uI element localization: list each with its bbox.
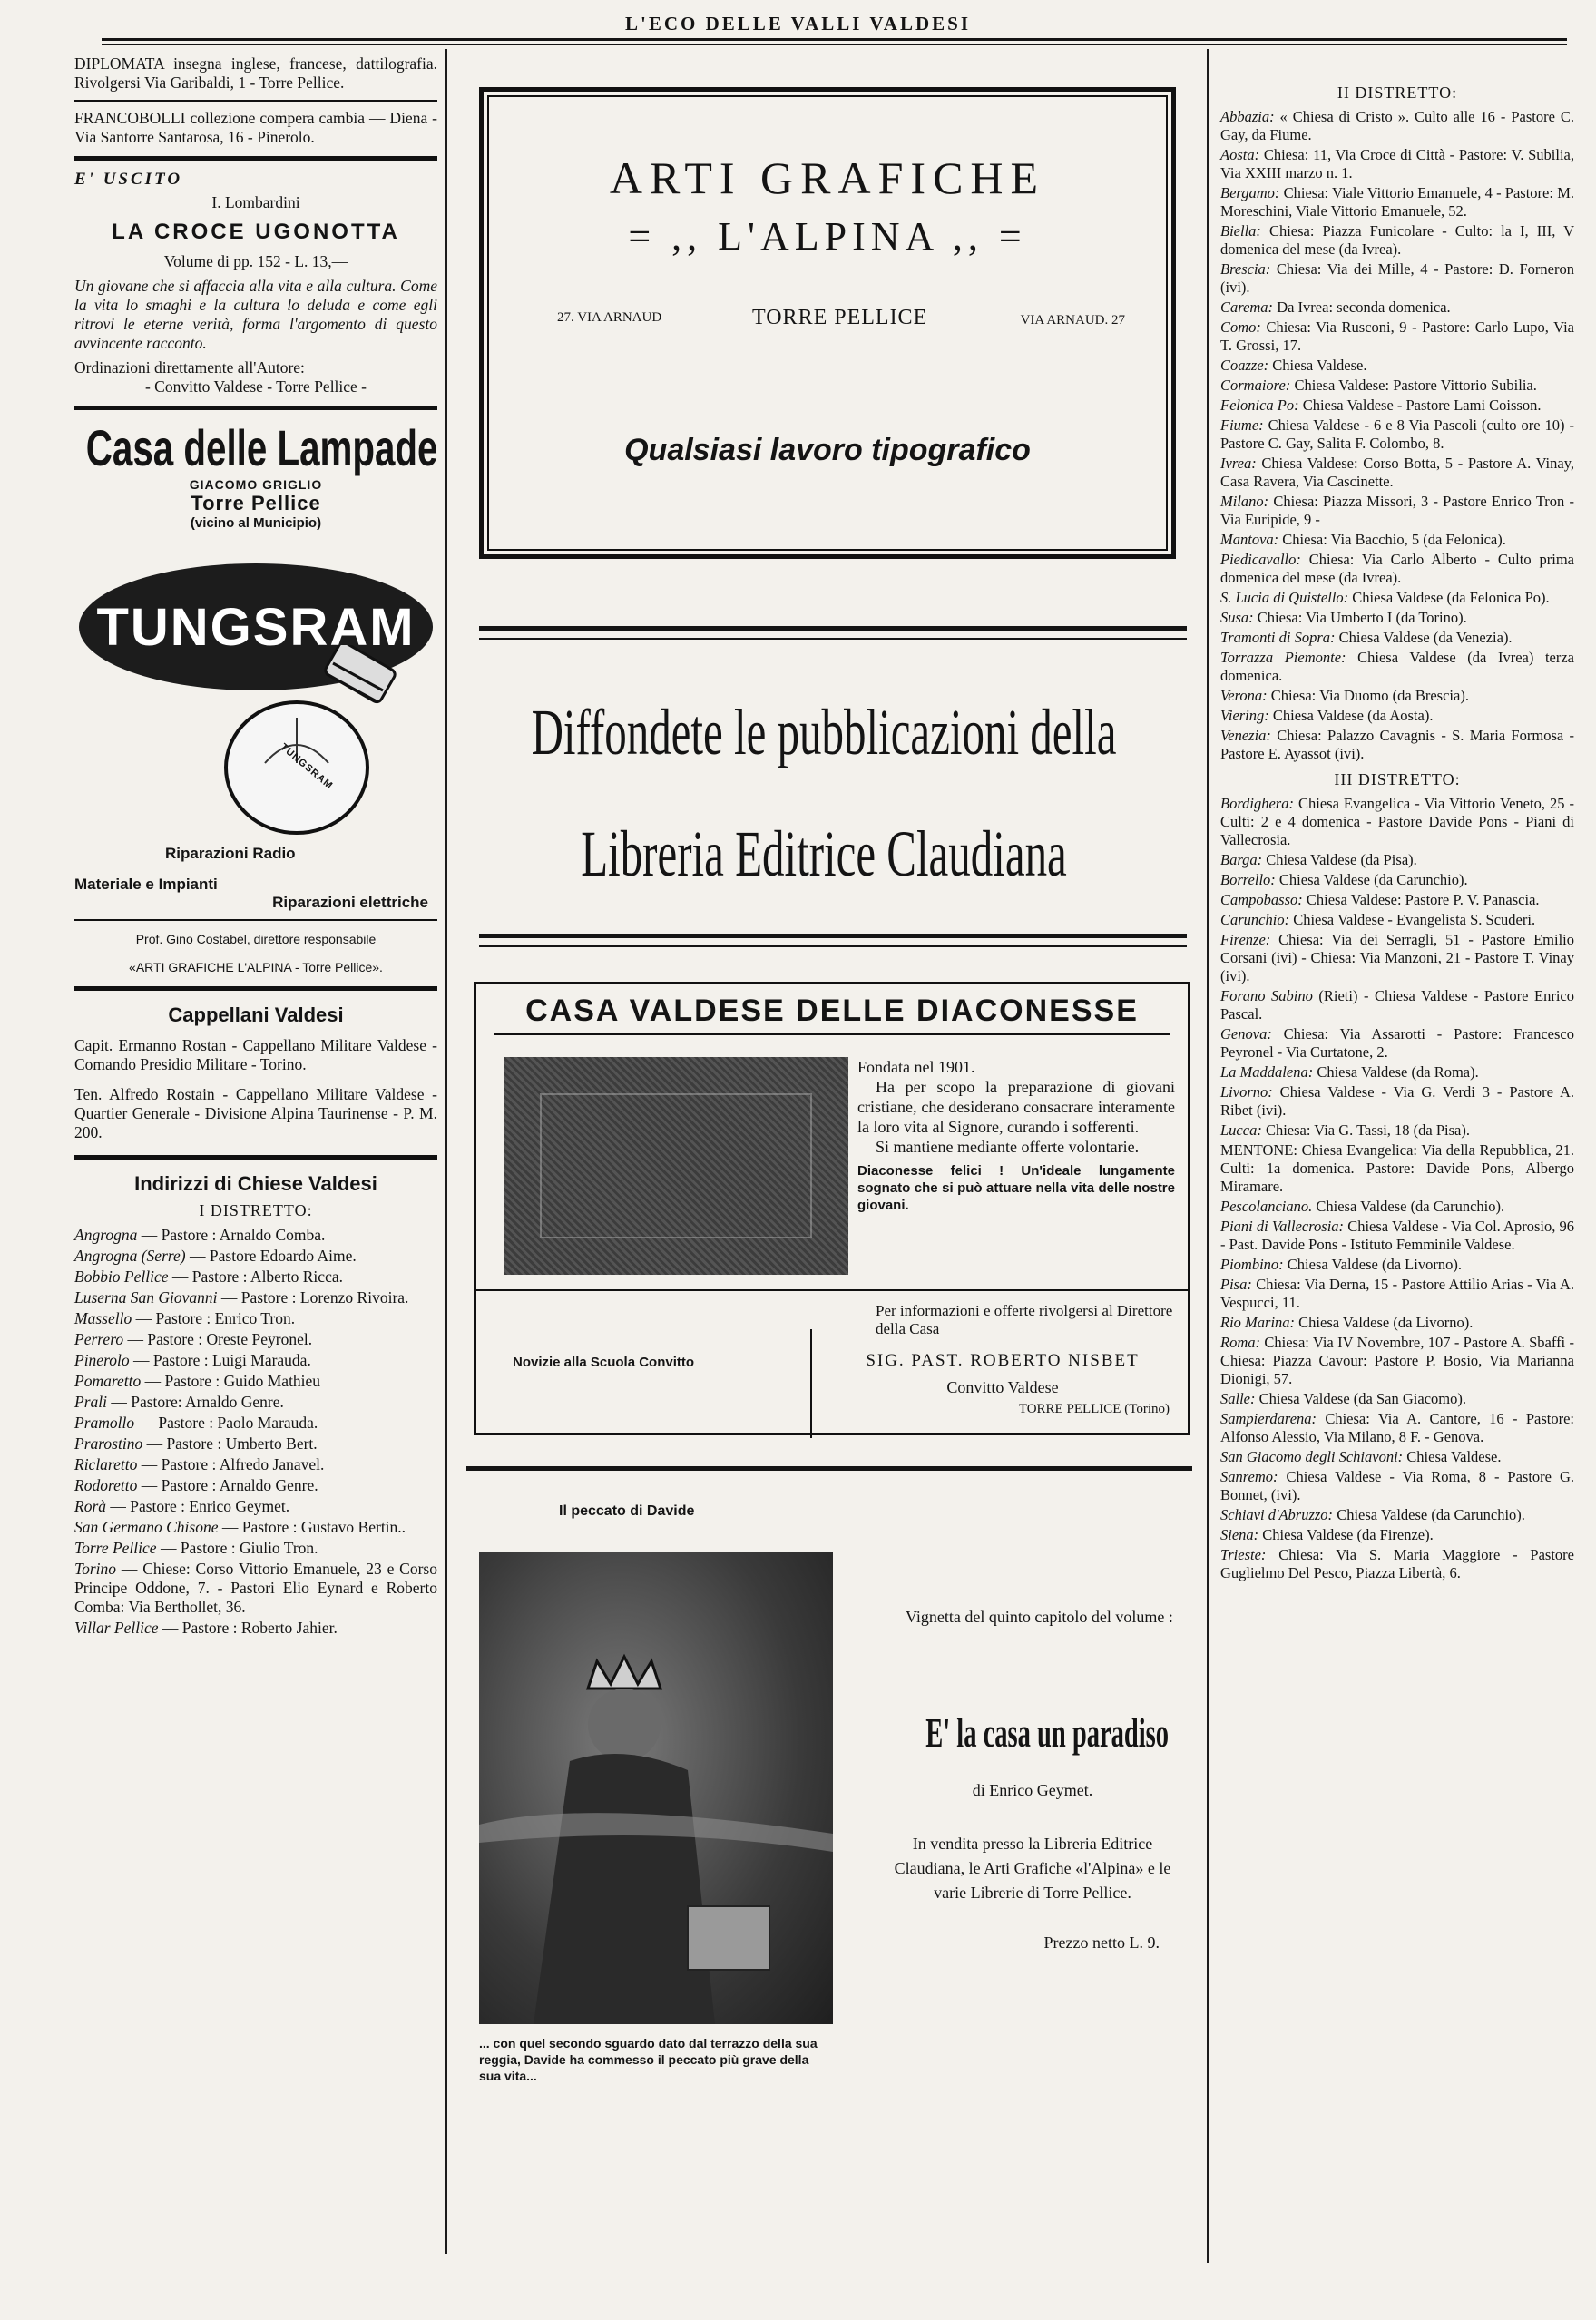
list-item: Livorno: Chiesa Valdese - Via G. Verdi 3 - Pastore A. Ribet (ivi). (1220, 1083, 1574, 1119)
list-item: Pisa: Chiesa: Via Derna, 15 - Pastore Attilio Arias - Via A. Vespucci, 11. (1220, 1276, 1574, 1311)
list-item: Carunchio: Chiesa Valdese - Evangelista S. Scuderi. (1220, 911, 1536, 928)
lampade-owner: GIACOMO GRIGLIO (189, 477, 323, 492)
list-item: Siena: Chiesa Valdese (da Firenze). (1220, 1526, 1434, 1543)
left-column (74, 54, 437, 1640)
list-item: MENTONE: Chiesa Evangelica: Via della Repubblica, 21. Culti: 1a domenica. Pastore: Davide Pons, Albergo Miramare. (1220, 1141, 1574, 1195)
davide-title: Il peccato di Davide (559, 1503, 695, 1519)
list-item: Milano: Chiesa: Piazza Missori, 3 - Pastore Enrico Tron - Via Euripide, 9 - (1220, 493, 1574, 528)
list-item: Campobasso: Chiesa Valdese: Pastore P. V. Panascia. (1220, 891, 1540, 908)
list-item: Pramollo — Pastore : Paolo Marauda. (74, 1414, 318, 1432)
list-item: Prarostino — Pastore : Umberto Bert. (74, 1434, 318, 1453)
alpina-address-left: 27. VIA ARNAUD (557, 310, 662, 325)
right-column (1220, 54, 1574, 1584)
book-blurb: Un giovane che si affaccia alla vita e alla cultura. Come la vita lo smaghi e la cultura lo deluda e come egli ritrovi le eterne verità, forma l'argomento di questo avvincente racconto. (74, 277, 437, 352)
list-item: Genova: Chiesa: Via Assarotti - Pastore: Francesco Peyronel - Via Curtatone, 2. (1220, 1025, 1574, 1061)
list-item: S. Lucia di Quistello: Chiesa Valdese (da Felonica Po). (1220, 589, 1550, 606)
davide-caption: ... con quel secondo sguardo dato dal terrazzo della sua reggia, Davide ha commesso il peccato più grave della sua vita... (479, 2036, 818, 2083)
cappellano-1: Capit. Ermanno Rostan - Cappellano Militare Valdese - Comando Presidio Militare - Torino. (74, 1036, 437, 1073)
list-item: Torino — Chiese: Corso Vittorio Emanuele, 23 e Corso Principe Oddone, 7. - Pastori Elio Eynard e Roberto Comba: Via Berthollet, 36. (74, 1560, 437, 1616)
list-item: Trieste: Chiesa: Via S. Maria Maggiore - Pastore Guglielmo Del Pesco, Piazza Libertà, 6. (1220, 1546, 1574, 1581)
list-item: Riclaretto — Pastore : Alfredo Janavel. (74, 1455, 325, 1473)
list-item: Roma: Chiesa: Via IV Novembre, 107 - Pastore A. Sbaffi - Chiesa: Piazza Cavour: Pastore P. Bosio, Via Marianna Dionigi, 57. (1220, 1334, 1574, 1387)
list-item: San Giacomo degli Schiavoni: Chiesa Valdese. (1220, 1448, 1502, 1465)
list-item: Firenze: Chiesa: Via dei Serragli, 51 - Pastore Emilio Corsani (ivi) - Chiesa: Via Manzoni, 21 - Pastore T. Vinay (ivi). (1220, 931, 1574, 984)
uscito-label: E' USCITO (74, 170, 183, 189)
bulb-label: TUNGSRAM (278, 741, 336, 792)
list-item: Barga: Chiesa Valdese (da Pisa). (1220, 851, 1417, 868)
list-item: Bobbio Pellice — Pastore : Alberto Ricca. (74, 1268, 343, 1286)
list-item: Bergamo: Chiesa: Viale Vittorio Emanuele, 4 - Pastore: M. Moreschini, Viale Vittorio Emanuele, 52. (1220, 184, 1574, 220)
list-item: Venezia: Chiesa: Palazzo Cavagnis - S. Maria Formosa - Pastore E. Ayassot (ivi). (1220, 727, 1574, 762)
list-item: Fiume: Chiesa Valdese - 6 e 8 Via Pascoli (culto ore 10) - Pastore C. Gay, Salita F. Colombo, 8. (1220, 416, 1574, 452)
diaconesse-title: CASA VALDESE DELLE DIACONESSE (494, 994, 1170, 1035)
divider (479, 638, 1187, 640)
middle-column (461, 54, 1187, 2169)
ad-diplomata: DIPLOMATA insegna inglese, francese, dattilografia. Rivolgersi Via Garibaldi, 1 - Torre Pellice. (74, 54, 437, 92)
list-item: Luserna San Giovanni — Pastore : Lorenzo Rivoira. (74, 1288, 409, 1307)
diaconesse-photo-caption: Novizie alla Scuola Convitto (513, 1355, 695, 1370)
list-item: Rorà — Pastore : Enrico Geymet. (74, 1497, 290, 1515)
divider (74, 100, 437, 102)
diaconesse-director: SIG. PAST. ROBERTO NISBET (866, 1351, 1140, 1370)
alpina-slogan: Qualsiasi lavoro tipografico (624, 433, 1031, 467)
list-item: Borrello: Chiesa Valdese (da Carunchio). (1220, 871, 1468, 888)
list-item: Susa: Chiesa: Via Umberto I (da Torino). (1220, 609, 1467, 626)
cappellano-2: Ten. Alfredo Rostain - Cappellano Militare Valdese - Quartier Generale - Divisione Alpina Taurinense - P. M. 200. (74, 1085, 437, 1141)
list-item: Rodoretto — Pastore : Arnaldo Genre. (74, 1476, 318, 1494)
tungsram-ad (74, 563, 437, 854)
ad-francobolli: FRANCOBOLLI collezione compera cambia — Diena - Via Santorre Santarosa, 16 - Pinerolo. (74, 109, 437, 146)
column-rule-left (445, 49, 447, 2254)
tungsram-logo: TUNGSRAM (79, 563, 433, 690)
divider (479, 934, 1187, 938)
paradiso-author: di Enrico Geymet. (972, 1781, 1093, 1799)
diaconesse-text: Ha per scopo la preparazione di giovani cristiane, che desiderano consacrare interamente la loro vita al Signore, curando i sofferenti. (857, 1078, 1175, 1136)
lampade-note: (vicino al Municipio) (190, 515, 322, 531)
alpina-name: = ,, L'ALPINA ,, = (628, 214, 1027, 259)
davide-illustration (479, 1552, 833, 2024)
claudiana-line-1: Diffondete le pubblicazioni della (531, 696, 1117, 768)
column-rule-right (1207, 49, 1209, 2263)
list-item: Schiavi d'Abruzzo: Chiesa Valdese (da Carunchio). (1220, 1506, 1525, 1523)
list-item: Pescolanciano. Chiesa Valdese (da Carunchio). (1220, 1198, 1505, 1215)
distretto-2-list (1220, 108, 1574, 763)
alpina-address-right: VIA ARNAUD. 27 (1020, 313, 1125, 328)
list-item: Tramonti di Sopra: Chiesa Valdese (da Venezia). (1220, 629, 1513, 646)
list-item: Piombino: Chiesa Valdese (da Livorno). (1220, 1256, 1462, 1273)
direttore: Prof. Gino Costabel, direttore responsabile (135, 932, 377, 946)
list-item: Villar Pellice — Pastore : Roberto Jahier. (74, 1619, 338, 1637)
list-item: Sampierdarena: Chiesa: Via A. Cantore, 16 - Pastore: Alfonso Alessio, Via Milano, 8 F. - Genova. (1220, 1410, 1574, 1445)
list-item: Como: Chiesa: Via Rusconi, 9 - Pastore: Carlo Lupo, Via T. Grossi, 17. (1220, 318, 1574, 354)
header-rule-thin (102, 44, 1567, 45)
riparazioni-elettriche: Riparazioni elettriche (272, 894, 428, 911)
paradiso-section (461, 1498, 1187, 2169)
list-item: Bordighera: Chiesa Evangelica - Via Vittorio Veneto, 25 - Culti: 2 e 4 domenica - Pastore Davide Pons - Piani di Vallecrosia. (1220, 795, 1574, 848)
distretto-1-heading: I DISTRETTO: (199, 1201, 313, 1219)
list-item: Pomaretto — Pastore : Guido Mathieu (74, 1372, 321, 1390)
divider (74, 986, 437, 991)
list-item: Lucca: Chiesa: Via G. Tassi, 18 (da Pisa). (1220, 1121, 1470, 1139)
list-item: Forano Sabino (Rieti) - Chiesa Valdese - Pastore Enrico Pascal. (1220, 987, 1574, 1023)
list-item: Abbazia: « Chiesa di Cristo ». Culto alle 16 - Pastore C. Gay, da Fiume. (1220, 108, 1574, 143)
diaconesse-photo (504, 1057, 848, 1275)
list-item: Ivrea: Chiesa Valdese: Corso Botta, 5 - Pastore A. Vinay, Casa Ravera, Via Cascinette. (1220, 455, 1574, 490)
list-item: Piedicavallo: Chiesa: Via Carlo Alberto - Culto prima domenica del mese (da Ivrea). (1220, 551, 1574, 586)
list-item: Viering: Chiesa Valdese (da Aosta). (1220, 707, 1434, 724)
list-item: Coazze: Chiesa Valdese. (1220, 357, 1367, 374)
ad-diaconesse (474, 982, 1190, 1435)
diaconesse-convitto: Convitto Valdese (946, 1378, 1059, 1396)
paradiso-price: Prezzo netto L. 9. (1043, 1933, 1160, 1952)
book-volume: Volume di pp. 152 - L. 13,— (163, 252, 348, 270)
list-item: Mantova: Chiesa: Via Bacchio, 5 (da Felonica). (1220, 531, 1506, 548)
list-item: Aosta: Chiesa: 11, Via Croce di Città - Pastore: V. Subilia, Via XXIII marzo n. 1. (1220, 146, 1574, 181)
running-title: L'ECO DELLE VALLI VALDESI (625, 13, 971, 34)
book-order-line1: Ordinazioni direttamente all'Autore: (74, 358, 305, 377)
lampade-title: Casa delle Lampade (85, 419, 438, 476)
list-item: Cormaiore: Chiesa Valdese: Pastore Vittorio Subilia. (1220, 377, 1537, 394)
indirizzi-title: Indirizzi di Chiese Valdesi (134, 1172, 377, 1195)
list-item: San Germano Chisone — Pastore : Gustavo Bertin.. (74, 1518, 406, 1536)
alpina-title: ARTI GRAFICHE (609, 152, 1046, 203)
distretto-2-heading: II DISTRETTO: (1337, 83, 1458, 102)
divider (466, 1466, 1192, 1471)
list-item: Massello — Pastore : Enrico Tron. (74, 1309, 296, 1327)
list-item: Felonica Po: Chiesa Valdese - Pastore Lami Coisson. (1220, 396, 1542, 414)
book-author: I. Lombardini (211, 193, 300, 211)
lampade-town: Torre Pellice (191, 492, 321, 514)
claudiana-line-2: Libreria Editrice Claudiana (581, 817, 1067, 890)
king-david-icon (479, 1552, 833, 2024)
materiale-impianti: Materiale e Impianti (74, 876, 218, 893)
list-item: Carema: Da Ivrea: seconda domenica. (1220, 299, 1451, 316)
header-rule (102, 38, 1567, 41)
divider (479, 945, 1187, 947)
distretto-3-heading: III DISTRETTO: (1334, 770, 1461, 788)
divider (74, 406, 437, 410)
list-item: Sanremo: Chiesa Valdese - Via Roma, 8 - Pastore G. Bonnet, (ivi). (1220, 1468, 1574, 1503)
list-item: Torrazza Piemonte: Chiesa Valdese (da Ivrea) terza domenica. (1220, 649, 1574, 684)
diaconesse-body (857, 1057, 1175, 1214)
list-item: La Maddalena: Chiesa Valdese (da Roma). (1220, 1063, 1479, 1081)
paradiso-title: E' la casa un paradiso (925, 1709, 1170, 1756)
divider (74, 1155, 437, 1160)
vignetta-text: Vignetta del quinto capitolo del volume : (906, 1608, 1173, 1626)
cappellani-title: Cappellani Valdesi (168, 1003, 344, 1026)
list-item: Perrero — Pastore : Oreste Peyronel. (74, 1330, 313, 1348)
tipografia: «ARTI GRAFICHE L'ALPINA - Torre Pellice». (129, 960, 383, 974)
list-item: Biella: Chiesa: Piazza Funicolare - Culto: la I, III, V domenica del mese (da Ivrea). (1220, 222, 1574, 258)
book-title: LA CROCE UGONOTTA (112, 220, 400, 244)
list-item: Angrogna (Serre) — Pastore Edoardo Aime. (74, 1247, 357, 1265)
ad-arti-grafiche (479, 87, 1176, 559)
list-item: Verona: Chiesa: Via Duomo (da Brescia). (1220, 687, 1469, 704)
lightbulb-icon (211, 645, 446, 845)
alpina-town: TORRE PELLICE (752, 306, 928, 329)
distretto-1-list (74, 1226, 437, 1638)
list-item: Piani di Vallecrosia: Chiesa Valdese - Via Col. Aprosio, 96 - Past. Davide Pons - Istituto Femminile Valdese. (1220, 1218, 1574, 1253)
distretto-3-list (1220, 795, 1574, 1582)
paradiso-sale: In vendita presso la Libreria Editrice Claudiana, le Arti Grafiche «l'Alpina» e le varie Librerie di Torre Pellice. (894, 1835, 1171, 1902)
divider (74, 919, 437, 921)
list-item: Prali — Pastore: Arnaldo Genre. (74, 1393, 284, 1411)
list-item: Salle: Chiesa Valdese (da San Giacomo). (1220, 1390, 1466, 1407)
divider (74, 156, 437, 161)
list-item: Pinerolo — Pastore : Luigi Marauda. (74, 1351, 311, 1369)
diaconesse-founded: Fondata nel 1901. (857, 1058, 975, 1076)
book-order-line2: - Convitto Valdese - Torre Pellice - (144, 377, 367, 396)
diaconesse-slogan: Diaconesse felici ! Un'ideale lungamente sognato che si può attuare nella vita delle nostre giovani. (857, 1163, 1175, 1213)
list-item: Brescia: Chiesa: Via dei Mille, 4 - Pastore: D. Forneron (ivi). (1220, 260, 1574, 296)
riparazioni-radio: Riparazioni Radio (165, 845, 296, 862)
list-item: Rio Marina: Chiesa Valdese (da Livorno). (1220, 1314, 1474, 1331)
list-item: Torre Pellice — Pastore : Giulio Tron. (74, 1539, 318, 1557)
diaconesse-info: Per informazioni e offerte rivolgersi al Direttore della Casa (876, 1302, 1173, 1337)
diaconesse-town: TORRE PELLICE (Torino) (1018, 1402, 1170, 1416)
diaconesse-text-2: Si mantiene mediante offerte volontarie. (876, 1138, 1140, 1156)
list-item: Angrogna — Pastore : Arnaldo Comba. (74, 1226, 326, 1244)
divider (479, 626, 1187, 631)
